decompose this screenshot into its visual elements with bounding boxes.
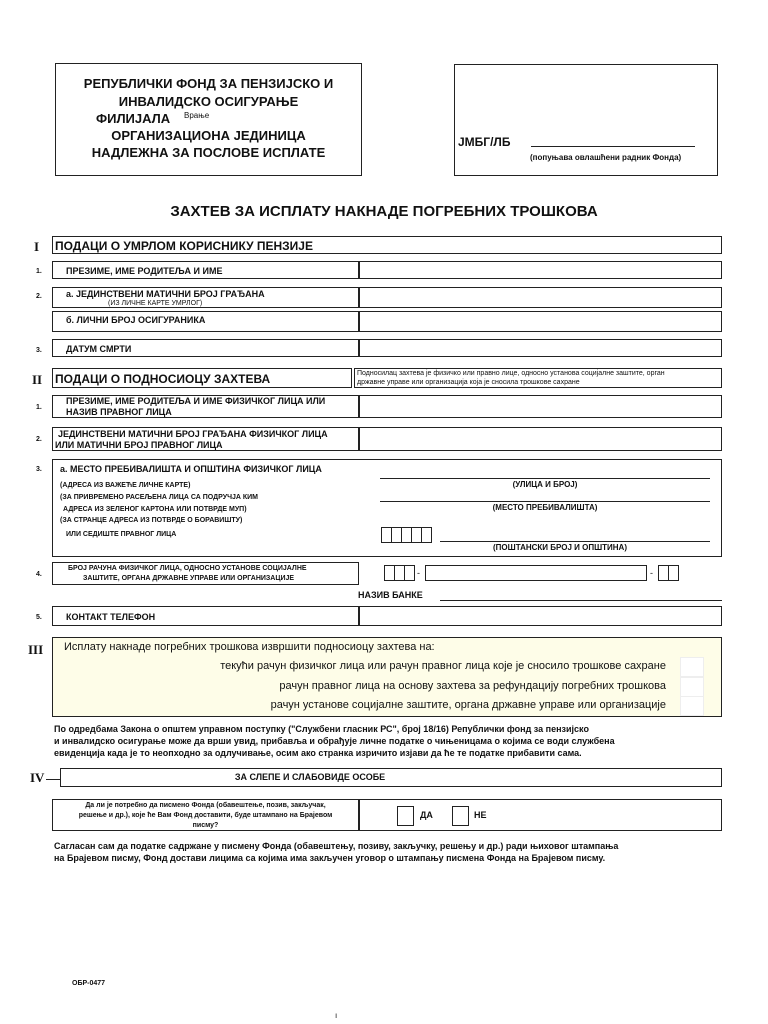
s1-row2a-label: а. ЈЕДИНСТВЕНИ МАТИЧНИ БРОЈ ГРАЂАНА	[66, 289, 265, 299]
section4-q-line2: решење и др.), које ће Вам Фонд доставити, буде штампано на Брајевом	[78, 812, 333, 819]
municipality-line[interactable]	[440, 541, 710, 542]
page-mark: ı	[335, 1011, 338, 1020]
section3-opt2-checkbox[interactable]	[680, 677, 704, 697]
s2-row1-line1: ПРЕЗИМЕ, ИМЕ РОДИТЕЉА И ИМЕ ФИЗИЧКОГ ЛИЦА ИЛИ	[66, 396, 326, 406]
section2-title: ПОДАЦИ О ПОДНОСИОЦУ ЗАХТЕВА	[55, 372, 271, 386]
account-dash-1: -	[417, 568, 420, 578]
s2-row3-label: а. МЕСТО ПРЕБИВАЛИШТА И ОПШТИНА ФИЗИЧКОГ ЛИЦА	[60, 464, 322, 474]
account-dash-2: -	[650, 568, 653, 578]
section4-q-line3: писму?	[192, 822, 219, 829]
s2-row1-field[interactable]	[359, 395, 722, 418]
section3-opt3: рачун установе социјалне заштите, органа државне управе или организације	[270, 699, 666, 711]
no-checkbox[interactable]	[452, 806, 469, 826]
s1-row2a-field[interactable]	[359, 287, 722, 308]
section3-intro: Исплату накнаде погребних трошкова извршити подносиоцу захтева на:	[64, 641, 435, 653]
legal-line1: По одредбама Закона о општем управном поступку ("Службени гласник РС", број 18/16) Републички фонд за пензијско	[54, 724, 589, 734]
section1-roman: I	[34, 239, 40, 254]
section2-note-line1: Подносилац захтева је физичко или правно лице, односно установа социјалне заштите, орган	[357, 370, 665, 377]
street-caption: (УЛИЦА И БРОЈ)	[512, 480, 578, 489]
s2-row3-note4: (ЗА СТРАНЦЕ АДРЕСА ИЗ ПОТВРДЕ О БОРАВИШТУ)	[60, 517, 243, 524]
s2-row2-field[interactable]	[359, 427, 722, 451]
s2-row3-note3: АДРЕСА ИЗ ЗЕЛЕНОГ КАРТОНА ИЛИ ПОТВРДЕ МУП)	[63, 506, 247, 513]
section4-roman: IV	[30, 770, 45, 785]
place-caption: (МЕСТО ПРЕБИВАЛИШТА)	[492, 503, 598, 512]
section3-opt1: текући рачун физичког лица или рачун правног лица које је сносило трошкове сахране	[220, 660, 666, 672]
section4-rule	[46, 779, 60, 780]
section2-roman: II	[32, 372, 43, 387]
jmbg-label: ЈМБГ/ЛБ	[458, 135, 511, 149]
street-line[interactable]	[380, 478, 710, 479]
s1-row3-label: ДАТУМ СМРТИ	[66, 344, 132, 354]
jmbg-note: (попуњава овлашћени радник Фонда)	[530, 153, 682, 162]
account-digit-check-2[interactable]	[668, 565, 679, 581]
s2-row5-field[interactable]	[359, 606, 722, 626]
fund-line2: ИНВАЛИДСКО ОСИГУРАЊЕ	[118, 94, 299, 109]
org-line1: ОРГАНИЗАЦИОНА ЈЕДИНИЦА	[111, 128, 306, 143]
consent-line2: на Брајевом писму, Фонд достави лицима са којима има закључен уговор о штампању писмена Фонда на Брајевом писму.	[54, 853, 606, 863]
s2-row2-num: 2.	[36, 436, 42, 443]
section3-opt1-checkbox[interactable]	[680, 657, 704, 677]
s2-row3-note1: (АДРЕСА ИЗ ВАЖЕЋЕ ЛИЧНЕ КАРТЕ)	[60, 482, 191, 489]
s1-row2-num: 2.	[36, 293, 42, 300]
section1-title: ПОДАЦИ О УМРЛОМ КОРИСНИКУ ПЕНЗИЈЕ	[55, 239, 313, 253]
branch-value: Врање	[184, 111, 210, 120]
form-code: ОБР-0477	[72, 980, 106, 987]
no-label: НЕ	[474, 810, 487, 820]
s2-row3-num: 3.	[36, 466, 42, 473]
postal-caption: (ПОШТАНСКИ БРОЈ И ОПШТИНА)	[493, 543, 627, 552]
s1-row2b-field[interactable]	[359, 311, 722, 332]
section2-note-line2: државне управе или организација која је сносила трошкове сахране	[357, 379, 580, 386]
s2-row5-num: 5.	[36, 614, 42, 621]
s2-row3-note2: (ЗА ПРИВРЕМЕНО РАСЕЉЕНА ЛИЦА СА ПОДРУЧЈА КИМ	[60, 494, 259, 501]
section4-title: ЗА СЛЕПЕ И СЛАБОВИДЕ ОСОБЕ	[234, 772, 386, 782]
s1-row1-label: ПРЕЗИМЕ, ИМЕ РОДИТЕЉА И ИМЕ	[66, 266, 223, 276]
branch-label: ФИЛИЈАЛА	[96, 111, 171, 126]
account-number-field[interactable]	[425, 565, 647, 581]
legal-line2: и инвалидско осигурање може да врши увид, прибавља и обрађује личне податке о чињеницама о којима се води службена	[54, 736, 615, 746]
s2-row4-line1: БРОЈ РАЧУНА ФИЗИЧКОГ ЛИЦА, ОДНОСНО УСТАНОВЕ СОЦИЈАЛНЕ	[68, 565, 307, 572]
fund-line1: РЕПУБЛИЧКИ ФОНД ЗА ПЕНЗИЈСКО И	[83, 76, 334, 91]
s2-row5-label: КОНТАКТ ТЕЛЕФОН	[66, 612, 156, 622]
legal-line3: евиденција када је то неопходно за одлучивање, осим ако странка изричито изјави да ће те податке прибавити сама.	[54, 748, 582, 758]
account-digit-3[interactable]	[404, 565, 415, 581]
consent-line1: Сагласан сам да податке садржане у писмену Фонда (обавештењу, позиву, закључку, решењу и др.) ради њиховог штампања	[54, 841, 619, 851]
s2-row4-line2: ЗАШТИТЕ, ОРГАНА ДРЖАВНЕ УПРАВЕ ИЛИ ОРГАНИЗАЦИЈЕ	[83, 575, 295, 582]
s1-row1-num: 1.	[36, 268, 42, 275]
place-line[interactable]	[380, 501, 710, 502]
bank-line[interactable]	[440, 600, 722, 601]
s2-row1-num: 1.	[36, 404, 42, 411]
s1-row2a-sub: (ИЗ ЛИЧНЕ КАРТЕ УМРЛОГ)	[108, 300, 203, 307]
s2-row2-line2: ИЛИ МАТИЧНИ БРОЈ ПРАВНОГ ЛИЦА	[55, 440, 223, 450]
section3-opt3-checkbox[interactable]	[680, 696, 704, 716]
jmbg-input-line[interactable]	[531, 146, 695, 147]
s1-row2b-label: б. ЛИЧНИ БРОЈ ОСИГУРАНИКА	[66, 315, 206, 325]
s2-row4-num: 4.	[36, 571, 42, 578]
yes-label: ДА	[420, 810, 433, 820]
s2-row1-line2: НАЗИВ ПРАВНОГ ЛИЦА	[66, 407, 172, 417]
section3-opt2: рачун правног лица на основу захтева за рефундацију погребних трошкова	[279, 680, 666, 692]
bank-label: НАЗИВ БАНКЕ	[358, 590, 423, 600]
s2-row2-line1: ЈЕДИНСТВЕНИ МАТИЧНИ БРОЈ ГРАЂАНА ФИЗИЧКОГ ЛИЦА	[58, 429, 328, 439]
section4-q-line1: Да ли је потребно да писмено Фонда (обавештење, позив, закључак,	[85, 802, 326, 809]
form-title: ЗАХТЕВ ЗА ИСПЛАТУ НАКНАДЕ ПОГРЕБНИХ ТРОШКОВА	[170, 203, 598, 220]
yes-checkbox[interactable]	[397, 806, 414, 826]
postal-digit-5[interactable]	[421, 527, 432, 543]
s2-row3-note5: ИЛИ СЕДИШТЕ ПРАВНОГ ЛИЦА	[66, 531, 177, 538]
s1-row3-field[interactable]	[359, 339, 722, 357]
s1-row3-num: 3.	[36, 347, 42, 354]
org-line2: НАДЛЕЖНА ЗА ПОСЛОВЕ ИСПЛАТЕ	[91, 145, 326, 160]
section3-roman: III	[28, 642, 44, 657]
s1-row1-field[interactable]	[359, 261, 722, 279]
